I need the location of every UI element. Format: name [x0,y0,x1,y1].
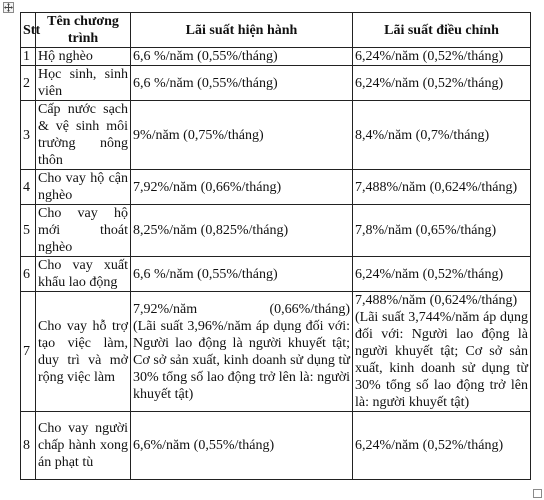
table-row [21,101,531,170]
row-program: Cho vay hộ cận nghèo [36,170,131,205]
table-move-handle[interactable] [3,2,14,13]
row-stt: 5 [21,205,36,257]
move-arrows-icon [4,3,13,12]
row-stt: 4 [21,170,36,205]
row-adjusted-rate: 8,4%/năm (0,7%/tháng) [353,101,531,170]
table-row [21,48,531,66]
row-adjusted-rate: 7,488%/năm (0,624%/tháng) [353,170,531,205]
row-current-rate: 7,92%/năm (0,66%/tháng) [131,170,353,205]
row-adjusted-rate: 7,8%/năm (0,65%/tháng) [353,205,531,257]
row-program: Cho vay hỗ trợ tạo việc làm, duy trì và mở rộng việc làm [36,292,131,412]
row-current-rate: 6,6 %/năm (0,55%/tháng) [131,66,353,101]
row-stt: 3 [21,101,36,170]
current-rate-monthly: (0,66%/tháng) [269,301,350,317]
row-adjusted-rate: 6,24%/năm (0,52%/tháng) [353,66,531,101]
row-stt: 6 [21,257,36,292]
table-row [21,205,531,257]
row-current-rate: 6,6%/năm (0,55%/tháng) [131,412,353,480]
row-current-rate: 8,25%/năm (0,825%/tháng) [131,205,353,257]
table-resize-handle[interactable] [533,489,542,498]
interest-rate-table [20,12,531,480]
row-program: Cho vay hộ mới thoát nghèo [36,205,131,257]
header-stt: Stt [21,13,36,48]
current-rate-line [133,301,350,318]
adjusted-rate-note: (Lãi suất 3,744%/năm áp dụng đối với: Người lao động là người khuyết tật; Cơ sở sản xuất, kinh doanh sử dụng từ 30% tổng số lao động trở lên là: người khuyết tật) [355,310,528,410]
table-header-row [21,13,531,48]
table-row [21,170,531,205]
row-stt: 1 [21,48,36,66]
row-current-rate [131,292,353,412]
row-program: Cho vay người chấp hành xong án phạt tù [36,412,131,480]
table-row [21,257,531,292]
row-stt: 8 [21,412,36,480]
adjusted-rate-main: 7,488%/năm (0,624%/tháng) [355,293,518,308]
row-current-rate: 6,6 %/năm (0,55%/tháng) [131,257,353,292]
row-adjusted-rate: 6,24%/năm (0,52%/tháng) [353,257,531,292]
row-program: Hộ nghèo [36,48,131,66]
current-rate-note: (Lãi suất 3,96%/năm áp dụng đối với: Người lao động là người khuyết tật; Cơ sở sản xuất, kinh doanh sử dụng từ 30% tổng số lao động trở lên là: người khuyết tật) [133,318,350,402]
row-current-rate: 9%/năm (0,75%/tháng) [131,101,353,170]
header-current-rate: Lãi suất hiện hành [131,13,353,48]
row-current-rate: 6,6 %/năm (0,55%/tháng) [131,48,353,66]
row-adjusted-rate: 6,24%/năm (0,52%/tháng) [353,48,531,66]
table-row [21,412,531,480]
row-stt: 2 [21,66,36,101]
table-row [21,292,531,412]
row-adjusted-rate: 6,24%/năm (0,52%/tháng) [353,412,531,480]
row-program: Cho vay xuất khẩu lao động [36,257,131,292]
header-adjusted-rate: Lãi suất điều chỉnh [353,13,531,48]
row-stt: 7 [21,292,36,412]
table-row [21,66,531,101]
row-program: Học sinh, sinh viên [36,66,131,101]
row-adjusted-rate [353,292,531,412]
current-rate-annual: 7,92%/năm [133,301,198,317]
header-program: Tên chương trình [36,13,131,48]
row-program: Cấp nước sạch & vệ sinh môi trường nông thôn [36,101,131,170]
